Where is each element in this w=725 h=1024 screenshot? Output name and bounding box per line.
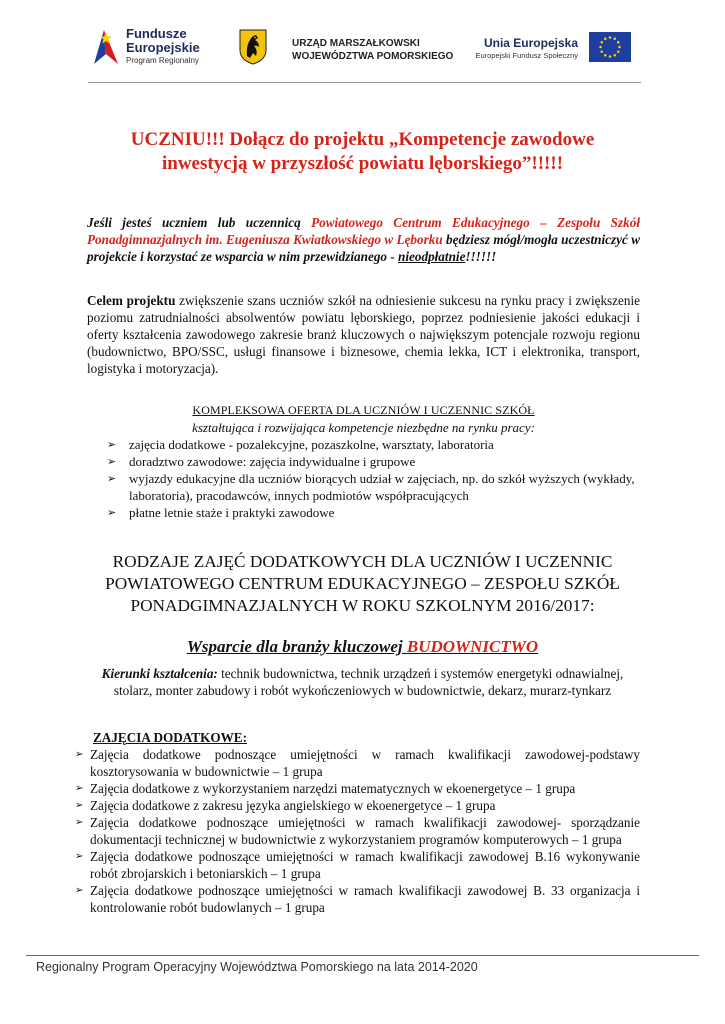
footer-divider	[26, 955, 699, 956]
arrow-bullet-icon: ➢	[75, 783, 84, 794]
classes-title: ZAJĘCIA DODATKOWE:	[93, 730, 247, 745]
class-item-text: Zajęcia dodatkowe z zakresu języka angielskiego w ekoenergetyce – 1 grupa	[90, 798, 496, 813]
eu-star-icon	[601, 41, 604, 44]
goal-paragraph	[87, 292, 640, 377]
offer-item-text: zajęcia dodatkowe - pozalekcyjne, pozaszkolne, warsztaty, laboratoria	[129, 437, 494, 452]
class-list-item	[72, 746, 640, 780]
eu-star-icon	[604, 54, 607, 57]
section-title-line2: POWIATOWEGO CENTRUM EDUKACYJNEGO – ZESPOŁU SZKÓŁ	[105, 574, 620, 593]
arrow-bullet-icon: ➢	[107, 506, 117, 519]
fe-logo-line1: Fundusze	[126, 26, 187, 41]
intro-paragraph	[87, 214, 640, 265]
class-item-text: Zajęcia dodatkowe podnoszące umiejętności w ramach kwalifikacji zawodowej B.16 wykonywanie robót zbrojarskich i betoniarskich – 1 grupa	[90, 849, 640, 881]
arrow-bullet-icon: ➢	[75, 851, 84, 862]
fe-logo-line2: Europejskie	[126, 40, 200, 55]
eu-star-icon	[618, 46, 621, 49]
arrow-bullet-icon: ➢	[75, 885, 84, 896]
support-prefix: Wsparcie dla branży kluczowej	[186, 637, 407, 656]
class-list-item	[72, 848, 640, 882]
arrow-bullet-icon: ➢	[75, 800, 84, 811]
logo-bar	[88, 24, 640, 74]
eu-star-icon	[604, 38, 607, 41]
section-title-line1: RODZAJE ZAJĘĆ DODATKOWYCH DLA UCZNIÓW I UCZENNIC	[112, 552, 613, 571]
support-branch: BUDOWNICTWO	[406, 637, 539, 656]
ue-logo-text	[458, 36, 578, 61]
footer-text: Regionalny Program Operacyjny Województwa Pomorskiego na lata 2014-2020	[36, 960, 478, 974]
intro-part1: Jeśli jesteś uczniem lub uczennicą	[87, 215, 312, 230]
class-item-text: Zajęcia dodatkowe z wykorzystaniem narzędzi matematycznych w ekoenergetyce – 1 grupa	[90, 781, 576, 796]
um-logo-text	[292, 37, 453, 63]
arrow-bullet-icon: ➢	[107, 455, 117, 468]
eu-star-icon	[609, 55, 612, 58]
class-item-text: Zajęcia dodatkowe podnoszące umiejętności w ramach kwalifikacji zawodowej-podstawy kosztorysowania w budownictwie – 1 grupa	[90, 747, 640, 779]
fundusze-europejskie-logo	[88, 24, 218, 70]
directions-label: Kierunki kształcenia:	[101, 666, 218, 681]
intro-part2: będziesz mógł/mogła uczestniczyć w projekcie i korzystać ze wsparcia w nim przewidzianego -	[87, 232, 640, 264]
classes-list	[72, 746, 640, 916]
goal-text: zwiększenie szans uczniów szkół na odniesienie sukcesu na rynku pracy i zwiększenie poziomu zatrudnialności absolwentów powiatu lęborskiego, poprzez podniesienie jakości edukacji i oferty kształcenia zawodowego zakresie branż kluczowych o największym potencjale rozwoju regionu (budownictwo, BPO/SSC, usługi finansowe i biznesowe, chemia lekka, ICT i elektronika, transport, logistyka i motoryzacja).	[87, 293, 640, 376]
fe-logo-text	[126, 27, 200, 67]
intro-end: !!!!!!	[465, 249, 497, 264]
class-list-item	[72, 780, 640, 797]
class-item-text: Zajęcia dodatkowe podnoszące umiejętności w ramach kwalifikacji zawodowej- sporządzanie dokumentacji technicznej w budownictwie z wykorzystaniem programów komputerowych – 1 grupa	[90, 815, 640, 847]
offer-section	[87, 402, 640, 521]
eu-star-icon	[599, 46, 602, 49]
section-title-line3: PONADGIMNAZJALNYCH W ROKU SZKOLNYM 2016/2017:	[130, 596, 595, 615]
offer-list	[87, 436, 640, 521]
class-list-item	[72, 797, 640, 814]
eu-star-icon	[609, 36, 612, 39]
page-title-line1: UCZNIU!!! Dołącz do projektu „Kompetencje zawodowe	[130, 129, 595, 150]
class-list-item	[72, 882, 640, 916]
directions-paragraph	[100, 665, 625, 699]
fe-logo-line3: Program Regionalny	[126, 56, 199, 65]
offer-list-item	[87, 436, 640, 453]
page-title	[80, 128, 645, 176]
directions-text: technik budownictwa, technik urządzeń i systemów energetyki odnawialnej, stolarz, monter zabudowy i robót wykończeniowych w budownictwie, dekarz, murarz-tynkarz	[113, 666, 624, 698]
support-heading	[80, 636, 645, 658]
intro-school-name: Powiatowego Centrum Edukacyjnego – Zespołu Szkół Ponadgimnazjalnych im. Eugeniusza Kwiatkowskiego w Lęborku	[87, 215, 640, 247]
arrow-bullet-icon: ➢	[75, 817, 84, 828]
eu-star-icon	[614, 54, 617, 57]
header-divider	[88, 82, 641, 83]
urzad-marszalkowski-logo	[238, 28, 454, 68]
arrow-bullet-icon: ➢	[107, 438, 117, 451]
goal-lead: Celem projektu	[87, 293, 176, 308]
page-title-line2: inwestycją w przyszłość powiatu lęborskiego”!!!!!	[161, 153, 564, 174]
eu-star-icon	[614, 38, 617, 41]
um-logo-line2: WOJEWÓDZTWA POMORSKIEGO	[292, 51, 454, 62]
eu-star-icon	[601, 51, 604, 54]
offer-list-item	[87, 470, 640, 504]
class-list-item	[72, 814, 640, 848]
offer-list-item	[87, 453, 640, 470]
eu-star-icon	[617, 51, 620, 54]
offer-item-text: wyjazdy edukacyjne dla uczniów biorących udział w zajęciach, np. do szkół wyższych (wykłady, laboratoria), pracodawców, innych podmiotów współpracujących	[129, 471, 635, 503]
ue-logo-line2: Europejski Fundusz Społeczny	[475, 51, 578, 60]
um-logo-line1: URZĄD MARSZAŁKOWSKI	[292, 38, 420, 49]
offer-subtitle: kształtująca i rozwijająca kompetencje niezbędne na rynku pracy:	[192, 420, 535, 435]
arrow-bullet-icon: ➢	[75, 749, 84, 760]
class-item-text: Zajęcia dodatkowe podnoszące umiejętności w ramach kwalifikacji zawodowej B. 33 organizacja i kontrolowanie robót budowlanych – 1 grupa	[90, 883, 640, 915]
classes-section	[72, 729, 640, 916]
unia-europejska-logo	[458, 30, 640, 68]
intro-free: nieodpłatnie	[398, 249, 466, 264]
arrow-bullet-icon: ➢	[107, 472, 117, 485]
offer-item-text: doradztwo zawodowe: zajęcia indywidualne i grupowe	[129, 454, 416, 469]
offer-title: KOMPLEKSOWA OFERTA DLA UCZNIÓW I UCZENNIC SZKÓŁ	[192, 403, 535, 417]
section-title	[80, 551, 645, 617]
offer-item-text: płatne letnie staże i praktyki zawodowe	[129, 505, 335, 520]
fe-star-mark-icon	[92, 26, 120, 66]
pomorskie-griffin-crest-icon	[238, 28, 268, 66]
eu-star-icon	[617, 41, 620, 44]
eu-flag-icon	[589, 32, 631, 62]
offer-list-item	[87, 504, 640, 521]
ue-logo-line1: Unia Europejska	[483, 36, 578, 50]
